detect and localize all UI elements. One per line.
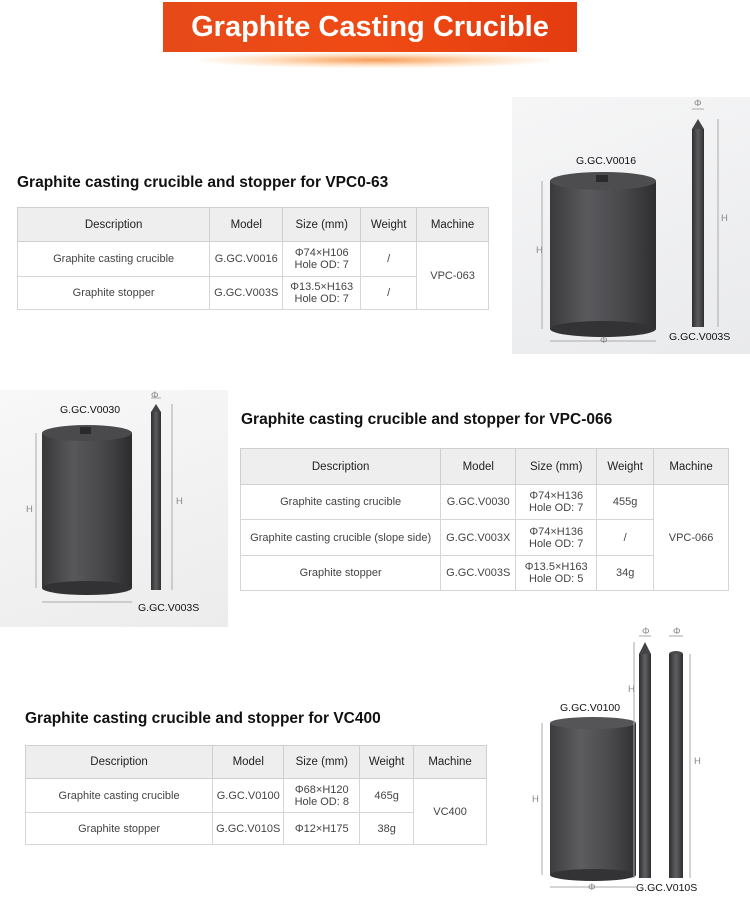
cell-description: Graphite casting crucible [241, 485, 441, 520]
crucible-bottom [550, 869, 636, 881]
stopper-tip [151, 404, 161, 412]
cell-description: Graphite stopper [18, 277, 210, 310]
col-header-weight: Weight [597, 449, 654, 485]
dimension-h-label: H [26, 504, 33, 515]
dimension-d-label: Φ [673, 626, 681, 637]
cell-size [516, 485, 597, 520]
cell-model: G.GC.V003X [441, 520, 516, 556]
cell-machine: VPC-066 [654, 485, 729, 591]
col-header-description: Description [241, 449, 441, 485]
crucible-model-label: G.GC.V0100 [560, 702, 621, 714]
cell-model: G.GC.V0016 [210, 242, 283, 277]
size-hole: Hole OD: 7 [294, 259, 349, 271]
cell-description: Graphite stopper [26, 813, 213, 845]
cell-weight: 465g [360, 779, 414, 813]
spec-table-vc400 [25, 745, 487, 845]
product-photo-vc400 [520, 624, 750, 918]
crucible-model-label: G.GC.V0030 [60, 404, 121, 416]
cell-machine: VC400 [414, 779, 487, 845]
stopper-rod [692, 129, 704, 327]
dimension-h-label: H [176, 496, 183, 507]
cell-size [283, 242, 361, 277]
cell-size [283, 277, 361, 310]
size-hole: Hole OD: 7 [529, 537, 584, 550]
dimension-d-label: Φ [588, 882, 596, 893]
stopper-model-label: G.GC.V003S [138, 602, 200, 614]
col-header-weight: Weight [361, 208, 417, 242]
size-hole: Hole OD: 5 [529, 573, 584, 585]
cell-weight: 38g [360, 813, 414, 845]
col-header-machine: Machine [654, 449, 729, 485]
stopper-model-label: G.GC.V003S [669, 331, 731, 343]
size-dimensions: Φ13.5×H163 [524, 561, 588, 573]
crucible-body [42, 433, 132, 588]
cell-size [516, 520, 597, 556]
section-title-vpc066: Graphite casting crucible and stopper for VPC-066 [241, 411, 613, 428]
dimension-d-label: Φ [151, 390, 159, 401]
crucible-stopper-illustration [0, 390, 228, 627]
col-header-model: Model [441, 449, 516, 485]
col-header-size: Size (mm) [516, 449, 597, 485]
table-header-row [26, 746, 487, 779]
table-header-row [18, 208, 489, 242]
crucible-stopper-illustration [520, 624, 750, 918]
size-hole: Hole OD: 7 [294, 293, 349, 305]
col-header-description: Description [18, 208, 210, 242]
dimension-d-label: Φ [642, 626, 650, 637]
cell-weight: 34g [597, 556, 654, 591]
cell-model: G.GC.V010S [213, 813, 284, 845]
stopper-rod [151, 412, 161, 590]
cell-weight: / [361, 277, 417, 310]
dimension-d-label: Φ [600, 335, 608, 346]
crucible-model-label: G.GC.V0016 [576, 155, 637, 167]
cell-weight: 455g [597, 485, 654, 520]
table-header-row [241, 449, 729, 485]
cell-model: G.GC.V003S [441, 556, 516, 591]
cell-size [516, 556, 597, 591]
stopper-model-label: G.GC.V010S [636, 882, 698, 894]
product-photo-vpc066 [0, 390, 228, 627]
cell-model: G.GC.V003S [210, 277, 283, 310]
cell-weight: / [361, 242, 417, 277]
table-row [26, 779, 487, 813]
dimension-h-label: H [536, 245, 543, 256]
dimension-h-label: H [694, 756, 701, 767]
spec-table-vpc066 [240, 448, 729, 591]
banner-title: Graphite Casting Crucible [191, 11, 549, 43]
size-dimensions: Φ74×H136 [529, 525, 584, 538]
table-row [18, 242, 489, 277]
stopper-tip [639, 642, 651, 654]
cell-description: Graphite stopper [241, 556, 441, 591]
stopper-tip [692, 119, 704, 129]
product-photo-vpc063 [512, 97, 750, 354]
cell-description: Graphite casting crucible [26, 779, 213, 813]
col-header-machine: Machine [414, 746, 487, 779]
crucible-body [550, 723, 636, 875]
size-hole: Hole OD: 7 [529, 502, 584, 514]
size-hole: Hole OD: 8 [294, 795, 349, 808]
size-dimensions: Φ13.5×H163 [290, 281, 354, 293]
cell-machine: VPC-063 [417, 242, 489, 310]
crucible-stopper-illustration [512, 97, 750, 354]
section-title-vc400: Graphite casting crucible and stopper for VC400 [25, 710, 381, 727]
size-dimensions: Φ74×H106 [294, 247, 349, 259]
crucible-body [550, 181, 656, 329]
dimension-h-label: H [628, 684, 635, 695]
dimension-h-label: H [721, 213, 728, 224]
col-header-weight: Weight [360, 746, 414, 779]
cell-description: Graphite casting crucible [18, 242, 210, 277]
col-header-model: Model [213, 746, 284, 779]
stopper-rod [639, 654, 651, 878]
dimension-d-label: Φ [694, 98, 702, 109]
section-title-vpc063: Graphite casting crucible and stopper for VPC0-63 [17, 174, 389, 191]
cell-size: Φ12×H175 [284, 813, 360, 845]
cell-size [284, 779, 360, 813]
col-header-size: Size (mm) [284, 746, 360, 779]
cell-description: Graphite casting crucible (slope side) [241, 520, 441, 556]
cell-weight: / [597, 520, 654, 556]
dimension-h-label: H [532, 794, 539, 805]
banner-glow [200, 52, 550, 68]
cell-model: G.GC.V0030 [441, 485, 516, 520]
col-header-description: Description [26, 746, 213, 779]
col-header-machine: Machine [417, 208, 489, 242]
crucible-spout [80, 427, 91, 434]
size-dimensions: Φ68×H120 [294, 783, 349, 796]
col-header-model: Model [210, 208, 283, 242]
crucible-spout [596, 175, 608, 182]
cell-model: G.GC.V0100 [213, 779, 284, 813]
size-dimensions: Φ74×H136 [529, 490, 584, 502]
col-header-size: Size (mm) [283, 208, 361, 242]
crucible-top [550, 717, 636, 729]
stopper-rod-2 [669, 654, 683, 878]
table-row [241, 485, 729, 520]
spec-table-vpc063 [17, 207, 489, 310]
crucible-bottom [42, 581, 132, 595]
page-banner [163, 2, 577, 52]
